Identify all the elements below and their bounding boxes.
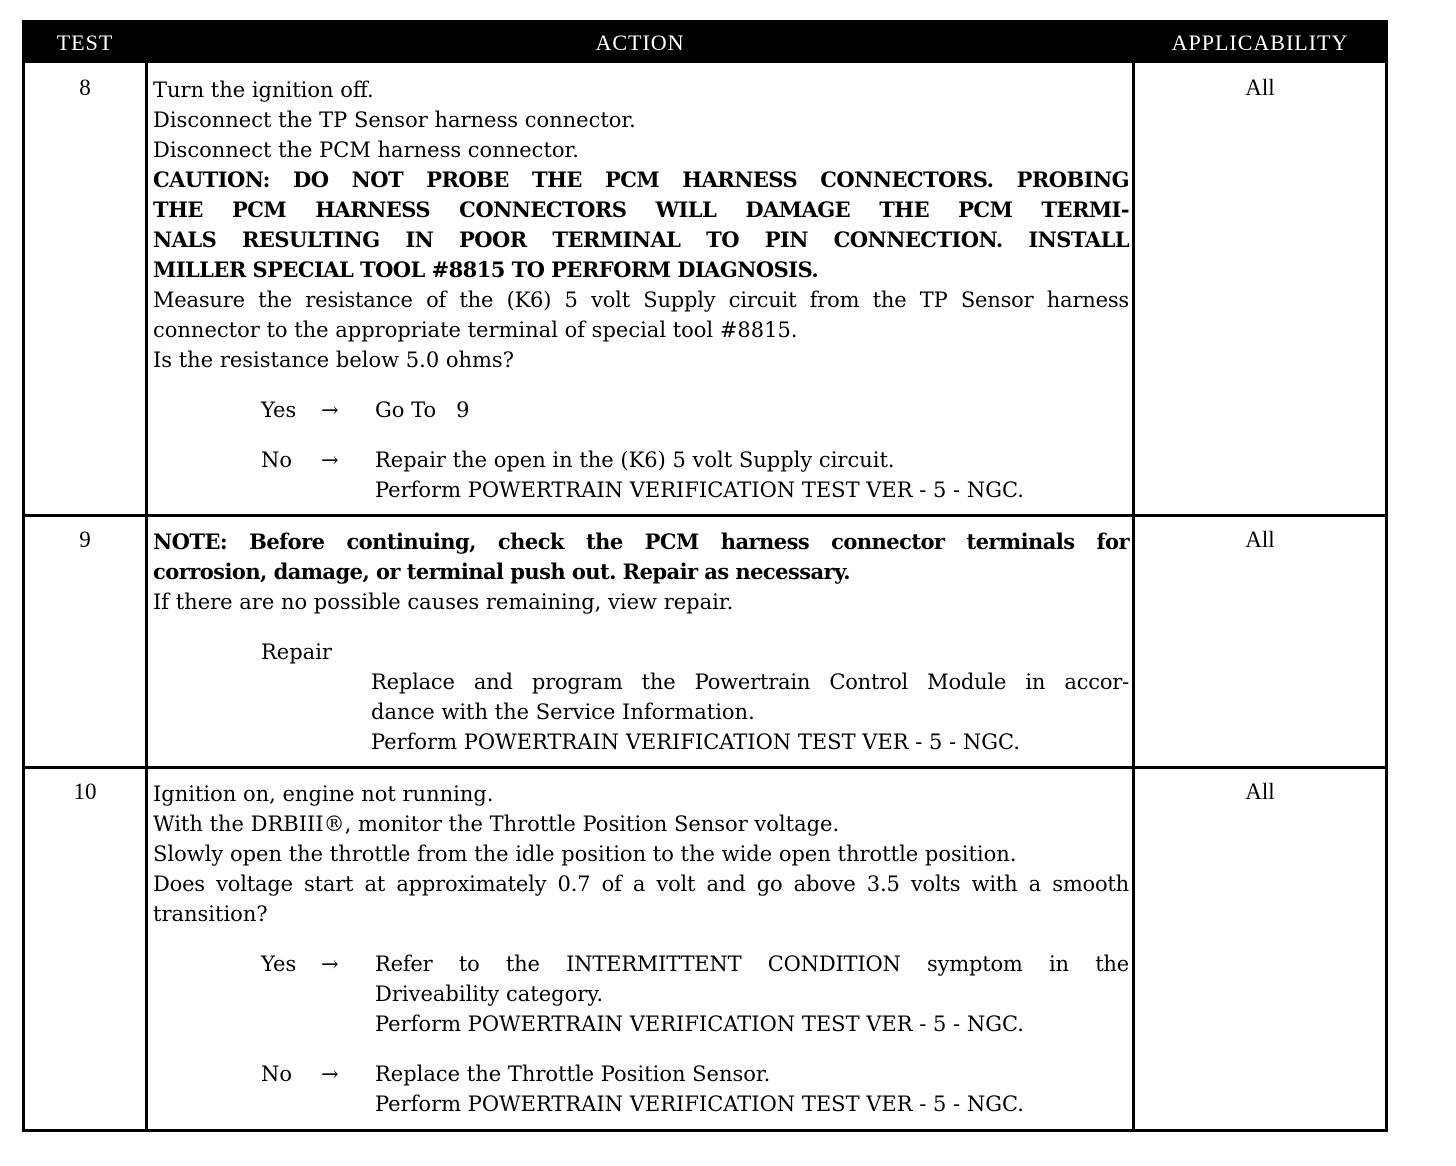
result-line: Driveability category.	[375, 982, 603, 1006]
header-action: ACTION	[595, 30, 685, 55]
instruction-line: If there are no possible causes remaining, view repair.	[153, 590, 734, 614]
caution-line: THE PCM HARNESS CONNECTORS WILL DAMAGE THE PCM TERMI-	[153, 197, 1129, 222]
test-number: 8	[79, 75, 91, 100]
arrow-icon: →	[321, 398, 339, 422]
repair-branch	[153, 637, 1129, 757]
action-cell	[153, 527, 1129, 757]
result-line: Refer to the INTERMITTENT CONDITION symptom in the	[375, 952, 1129, 976]
repair-label: Repair	[261, 640, 332, 664]
repair-line: Replace and program the Powertrain Control Module in accor-	[371, 670, 1129, 694]
result-line: Replace the Throttle Position Sensor.	[375, 1062, 771, 1086]
result-line: Go To 9	[375, 398, 470, 422]
repair-line: dance with the Service Information.	[371, 700, 755, 724]
no-branch	[153, 1059, 1129, 1119]
applicability-value: All	[1245, 779, 1275, 804]
instruction-line: With the DRBIII®, monitor the Throttle Position Sensor voltage.	[153, 812, 840, 836]
instruction-line: Measure the resistance of the (K6) 5 volt Supply circuit from the TP Sensor harness	[153, 288, 1129, 312]
header-test: TEST	[56, 30, 114, 55]
test-number: 9	[79, 527, 91, 552]
result-line: Repair the open in the (K6) 5 volt Supply circuit.	[375, 448, 895, 472]
instruction-line: Ignition on, engine not running.	[153, 782, 494, 806]
applicability-value: All	[1245, 75, 1275, 100]
row-divider	[25, 514, 1385, 517]
column-divider	[1132, 63, 1135, 1129]
yes-branch	[153, 949, 1129, 1039]
question-line: Is the resistance below 5.0 ohms?	[153, 348, 514, 372]
note-line: NOTE: Before continuing, check the PCM harness connector terminals for	[153, 529, 1129, 554]
column-divider	[145, 63, 148, 1129]
arrow-icon: →	[321, 952, 339, 976]
row-divider	[25, 766, 1385, 769]
applicability-value: All	[1245, 527, 1275, 552]
yes-label: Yes	[261, 952, 297, 976]
note-line: corrosion, damage, or terminal push out. Repair as necessary.	[153, 559, 851, 584]
instruction-line: connector to the appropriate terminal of special tool #8815.	[153, 318, 798, 342]
yes-branch	[153, 395, 1129, 425]
no-label: No	[261, 448, 293, 472]
instruction-line: Slowly open the throttle from the idle position to the wide open throttle position.	[153, 842, 1017, 866]
question-line: transition?	[153, 902, 268, 926]
caution-line: NALS RESULTING IN POOR TERMINAL TO PIN CONNECTION. INSTALL	[153, 227, 1129, 252]
result-line: Perform POWERTRAIN VERIFICATION TEST VER - 5 - NGC.	[375, 1012, 1024, 1036]
caution-line: CAUTION: DO NOT PROBE THE PCM HARNESS CONNECTORS. PROBING	[153, 167, 1129, 192]
yes-label: Yes	[261, 398, 297, 422]
no-label: No	[261, 1062, 293, 1086]
action-cell	[153, 75, 1129, 505]
repair-line: Perform POWERTRAIN VERIFICATION TEST VER - 5 - NGC.	[371, 730, 1020, 754]
table-header	[25, 23, 1385, 63]
arrow-icon: →	[321, 1062, 339, 1086]
caution-line: MILLER SPECIAL TOOL #8815 TO PERFORM DIAGNOSIS.	[153, 257, 819, 282]
instruction-line: Disconnect the TP Sensor harness connector.	[153, 108, 636, 132]
header-applicability: APPLICABILITY	[1171, 30, 1349, 55]
arrow-icon: →	[321, 448, 339, 472]
instruction-line: Turn the ignition off.	[153, 78, 374, 102]
no-branch	[153, 445, 1129, 505]
diagnostic-table	[22, 20, 1388, 1132]
test-number: 10	[73, 779, 97, 804]
instruction-line: Disconnect the PCM harness connector.	[153, 138, 579, 162]
result-line: Perform POWERTRAIN VERIFICATION TEST VER - 5 - NGC.	[375, 1092, 1024, 1116]
instruction-line: Does voltage start at approximately 0.7 of a volt and go above 3.5 volts with a smooth	[153, 872, 1129, 896]
result-line: Perform POWERTRAIN VERIFICATION TEST VER - 5 - NGC.	[375, 478, 1024, 502]
action-cell	[153, 779, 1129, 1119]
